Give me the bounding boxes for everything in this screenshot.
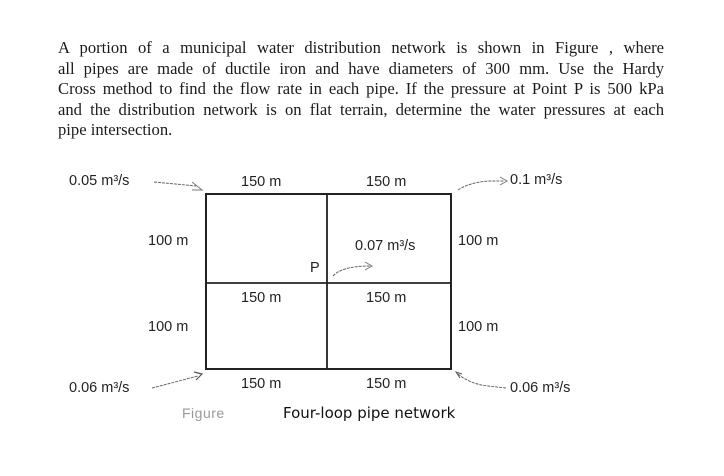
length-label-top-left: 150 m [241,174,282,190]
inflow-label-bottom-left: 0.06 m³/s [69,380,130,396]
length-label-right-lower: 100 m [458,319,499,335]
length-label-bottom-left: 150 m [241,376,282,392]
outflow-arrow-bottom-right [458,374,506,388]
outflow-label-bottom-right: 0.06 m³/s [510,380,571,396]
point-p-label: P [310,260,320,276]
inflow-arrowhead-top-left [192,182,202,190]
inflow-arrow-bottom-left [152,376,198,388]
length-label-left-lower: 100 m [148,319,189,335]
problem-line: all pipes are made of ductile iron and have diameters of 300 mm. Use the Hardy [58,58,664,78]
problem-line: pipe intersection. [58,120,173,140]
length-label-left-upper: 100 m [148,233,189,249]
figure-label: Figure [182,405,225,421]
length-label-mid-right: 150 m [366,290,407,306]
length-label-top-right: 150 m [366,174,407,190]
length-label-mid-left: 150 m [241,290,282,306]
length-label-bottom-right: 150 m [366,376,407,392]
figure-title: Four-loop pipe network [283,404,456,422]
network-frame [206,194,451,369]
inflow-arrow-top-left [154,182,196,186]
outflow-label-top-right: 0.1 m³/s [510,172,563,188]
outflow-arrow-top-right [458,181,504,190]
withdrawal-arrow-center [333,266,370,276]
inflow-label-top-left: 0.05 m³/s [69,173,130,189]
withdrawal-label-center: 0.07 m³/s [355,238,416,254]
problem-line: and the distribution network is on flat terrain, determine the water pressures at each [58,99,664,119]
length-label-right-upper: 100 m [458,233,499,249]
problem-line: A portion of a municipal water distribution network is shown in Figure , where [58,38,664,57]
problem-line: Cross method to find the flow rate in each pipe. If the pressure at Point P is 500 kPa [58,79,664,99]
